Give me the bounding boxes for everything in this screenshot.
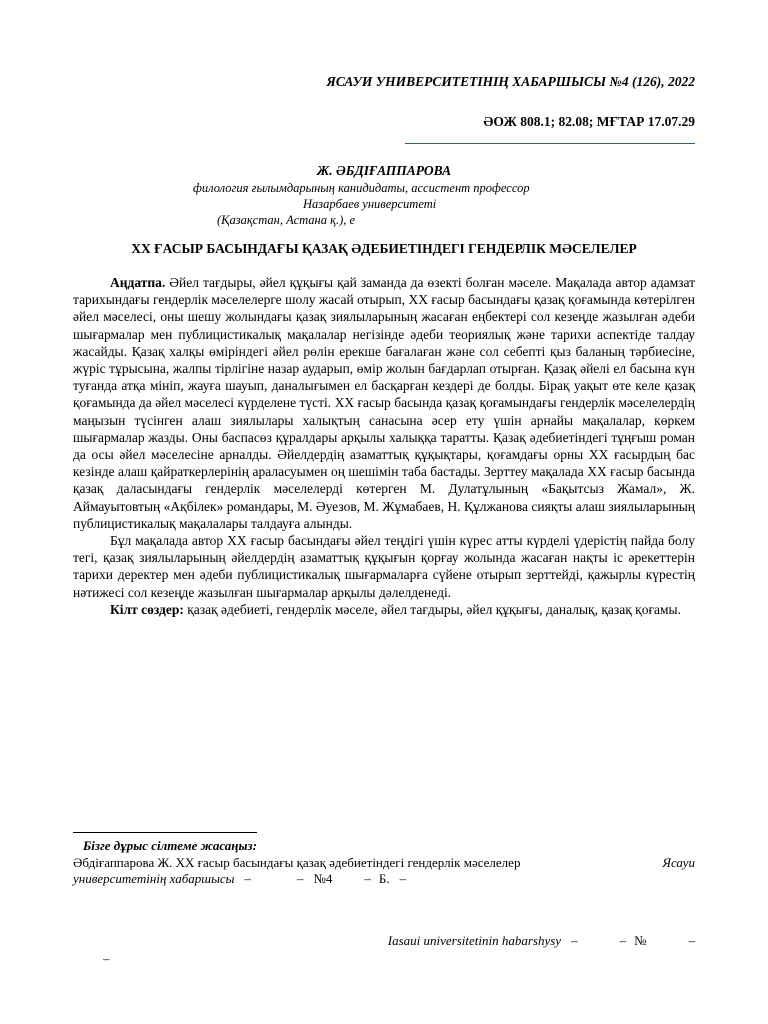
citation-heading: Бізге дұрыс сілтеме жасаңыз: (83, 838, 257, 853)
udc-underline (405, 143, 695, 144)
keywords-text: қазақ әдебиеті, гендерлік мәселе, әйел тағдыры, әйел құқығы, даналық, қазақ қоғамы. (183, 601, 681, 617)
author-name: Ж. ӘБДІҒАППАРОВА (316, 163, 452, 178)
udc-code: ӘОЖ 808.1; 82.08; МҒТАР 17.07.29 (483, 114, 695, 129)
citation-dash-1: – (244, 871, 251, 886)
keywords-label: Кілт сөздер: (110, 601, 184, 617)
citation-dash-4: – (399, 871, 407, 886)
footer-dash-1: – (571, 933, 578, 948)
citation-pages: Б. (378, 871, 390, 886)
footer-issue: № (634, 933, 647, 948)
citation-line-1 (73, 855, 695, 872)
abstract-label: Аңдатпа. (110, 275, 166, 290)
page-footer (73, 932, 695, 966)
article-page (73, 0, 695, 1024)
citation-footnote (73, 838, 695, 888)
abstract-paragraph-2: Бұл мақалада автор ХХ ғасыр басындағы әйел теңдігі үшін күрес атты күрделі үдерістің пайда болу тегі, қазақ зиялыларының әйелдердің азаматтық құқығын қорғау жолында жасаған нақты іс әрекеттерін тарихи деректер мен әдеби публицистикалық шығармаларға сүйене отырып зерттейді, қажырлы күрестің нәтижесі сол кезеңде жазылған шығармалар арқылы дәлелденеді. (73, 533, 695, 600)
journal-header: ЯСАУИ УНИВЕРСИТЕТІНІҢ ХАБАРШЫСЫ №4 (126), 2022 (326, 74, 695, 89)
citation-journal-start: Ясауи (662, 854, 695, 870)
abstract-paragraph (73, 274, 695, 532)
footer-line (73, 932, 695, 950)
author-affiliation-degree: филология ғылымдарының канидидаты, ассистент профессор (193, 181, 530, 195)
footnote-divider (73, 832, 257, 833)
citation-dash-2: – (296, 871, 304, 886)
footer-dash-3: – (688, 933, 695, 948)
citation-issue: №4 (313, 871, 333, 886)
abstract-block (73, 274, 695, 618)
article-title: ХХ ҒАСЫР БАСЫНДАҒЫ ҚАЗАҚ ӘДЕБИЕТІНДЕГІ ГЕНДЕРЛІК МӘСЕЛЕЛЕР (131, 241, 637, 256)
keywords-paragraph (73, 601, 695, 618)
footer-dash-2: – (619, 933, 627, 948)
footer-dash-4: – (103, 951, 110, 966)
author-affiliation-university: Назарбаев университеті (303, 197, 437, 211)
citation-journal-end: университетінің хабаршысы (73, 871, 235, 886)
citation-text: Әбдіғаппарова Ж. ХХ ғасыр басындағы қазақ әдебиетіндегі гендерлік мәселелер (73, 854, 521, 870)
author-affiliation-location: (Қазақстан, Астана қ.), е (217, 213, 356, 227)
abstract-text: Әйел тағдыры, әйел құқығы қай заманда да өзекті болған мәселе. Мақалада автор адамзат тарихындағы гендерлік мәселелерге шолу жасай отырып, ХХ ғасыр басындағы қазақ қоғамында көтерілген әйел мәселесі, оны шешу жолындағы қазақ зиялыларының жасаған еңбектері сол кезеңде жазылған әдеби шығармалар мен публицистикалық мақалалар негізінде әдеби теориялық және тарихи аспектіде талдау жасайды. Қазақ халқы өміріндегі әйел рөлін ерекше бағалаған және сол себепті қыз баланың тәрбиесіне, жүріс тұрысына, жалпы тірлігіне назар аударып, өмір жолын бағдарлап отырған. Қазақ әйелі ел басына күн туғанда атқа мініп, жауға шауып, даналығымен ел басқарған кездері де болды. Бірақ уақыт өте келе қазақ қоғамында да әйел мәселесі күрделене түсті. ХХ ғасыр басында қазақ қоғамындағы гендерлік мәселелердің маңызын түсінген алаш зиялылары халықтың санасына әсер ету үшін арнайы мақалалар, көркем шығармалар жазды. Оны баспасөз құралдары арқылы халыққа таратты. Қазақ әдебиетіндегі тұңғыш роман да осы әйел мәселесіне арналды. Әйелдердің азаматтық құқықтары, қоғамдағы орны ХХ ғасырдың бас кезінде алаш қайраткерлерінің араласуымен оң шешімін таба бастады. Зерттеу мақалада ХХ ғасыр басында қазақ даласындағы гендерлік мәселелерді көтерген М. Дулатұлының «Бақытсыз Жамал», Ж. Аймауытовтың «Ақбілек» романдары, М. Әуезов, М. Жұмабаев, Н. Құлжанова сияқты алаш зиялыларының публицистикалық мақалалары талдауға алынды. (73, 275, 695, 531)
footer-journal-name: Iasaui universitetinin habarshysy (387, 933, 562, 948)
citation-dash-3: – (364, 871, 371, 886)
citation-line-2 (73, 871, 695, 888)
